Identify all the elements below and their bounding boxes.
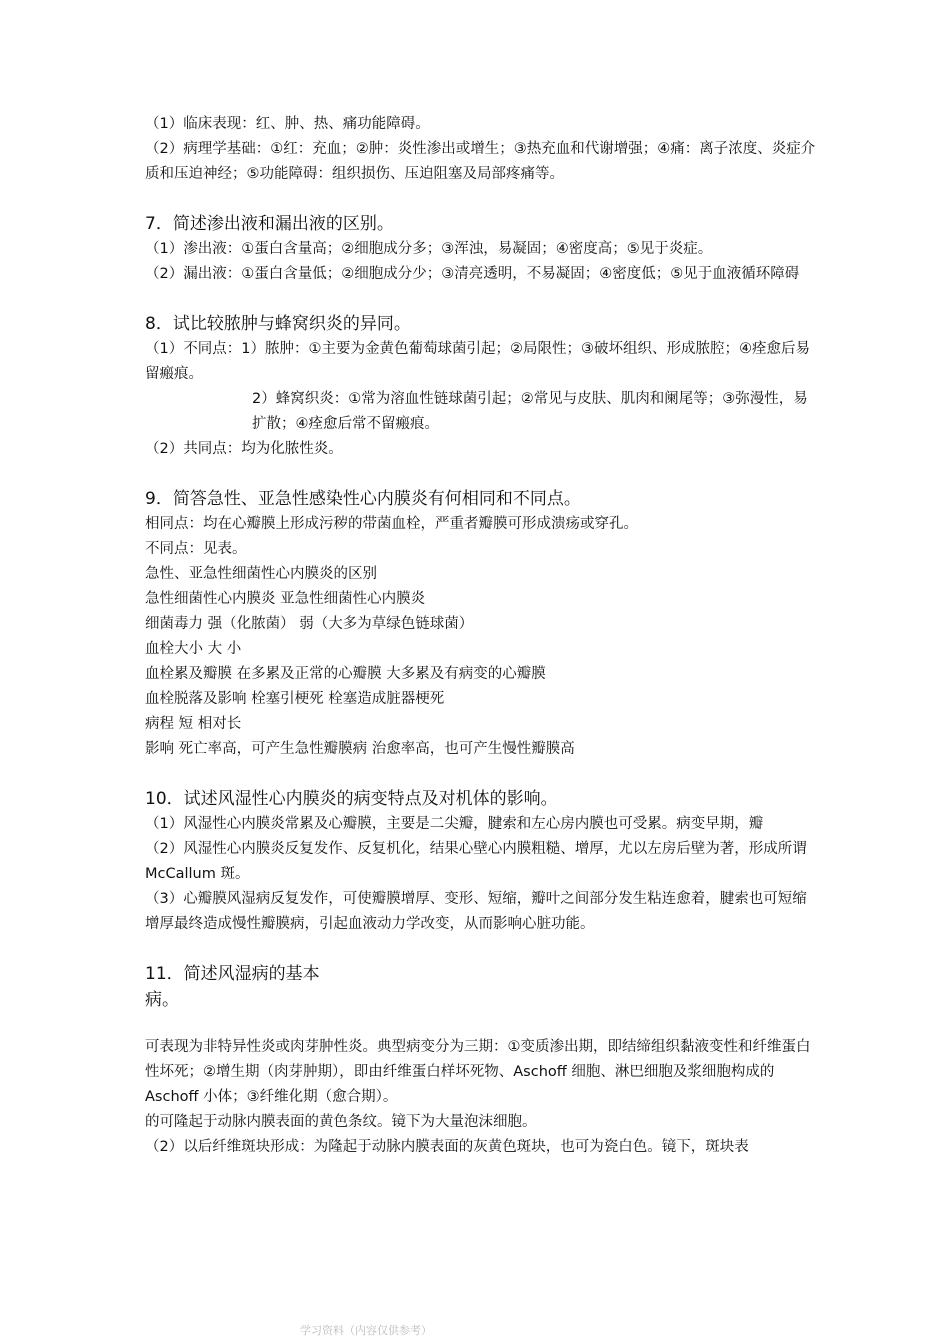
question-heading: 9．简答急性、亚急性感染性心内膜炎有何相同和不同点。	[145, 489, 581, 509]
question-heading: 7．简述渗出液和漏出液的区别。	[145, 214, 394, 234]
text-line: 血栓大小 大 小	[145, 641, 242, 657]
document-page	[145, 112, 817, 1160]
text-line: 不同点：见表。	[145, 541, 247, 557]
page-footer: 学习资料（内容仅供参考）	[300, 1324, 432, 1337]
text-line: 相同点：均在心瓣膜上形成污秽的带菌血栓，严重者瓣膜可形成溃疡或穿孔。	[145, 516, 638, 532]
text-line: （1）风湿性心内膜炎常累及心瓣膜，主要是二尖瓣，腱索和左心房内膜也可受累。病变早期，瓣	[145, 816, 764, 832]
text-line: （2）共同点：均为化脓性炎。	[145, 441, 343, 457]
text-line: 急性细菌性心内膜炎 亚急性细菌性心内膜炎	[145, 591, 426, 607]
text-line: 病程 短 相对长	[145, 716, 242, 732]
text-line: （3）心瓣膜风湿病反复发作，可使瓣膜增厚、变形、短缩，瓣叶之间部分发生粘连愈着，腱索也可短缩增厚最终造成慢性瓣膜病，引起血液动力学改变，从而影响心脏功能。	[145, 891, 807, 932]
text-line: 的可隆起于动脉内膜表面的黄色条纹。镜下为大量泡沫细胞。	[145, 1114, 537, 1130]
question-heading: 11．简述风湿病的基本	[145, 964, 320, 984]
text-line: 急性、亚急性细菌性心内膜炎的区别	[145, 566, 377, 582]
text-line: 血栓脱落及影响 栓塞引梗死 栓塞造成脏器梗死	[145, 691, 445, 707]
text-line: 影响 死亡率高，可产生急性瓣膜病 治愈率高，也可产生慢性瓣膜高	[145, 741, 575, 757]
text-line: （1）渗出液：①蛋白含量高；②细胞成分多；③浑浊，易凝固；④密度高；⑤见于炎症。	[145, 241, 713, 257]
text-line: 细菌毒力 强（化脓菌） 弱（大多为草绿色链球菌）	[145, 616, 474, 632]
text-line: （2）以后纤维斑块形成：为隆起于动脉内膜表面的灰黄色斑块，也可为瓷白色。镜下，斑块表	[145, 1139, 749, 1155]
text-line: （1）不同点：1）脓肿：①主要为金黄色葡萄球菌引起；②局限性；③破坏组织、形成脓腔；④痊愈后易留瘢痕。	[145, 341, 810, 382]
question-heading: 病。	[145, 990, 179, 1010]
text-line: （2）风湿性心内膜炎反复发作、反复机化，结果心壁心内膜粗糙、增厚，尤以左房后壁为著，形成所谓 McCallum 斑。	[145, 841, 807, 882]
text-line: （2）病理学基础：①红：充血；②肿：炎性渗出或增生；③热充血和代谢增强；④痛：离子浓度、炎症介质和压迫神经；⑤功能障碍：组织损伤、压迫阻塞及局部疼痛等。	[145, 141, 816, 182]
question-heading: 10．试述风湿性心内膜炎的病变特点及对机体的影响。	[145, 789, 558, 809]
spacer	[145, 1013, 817, 1035]
text-line: 血栓累及瓣膜 在多累及正常的心瓣膜 大多累及有病变的心瓣膜	[145, 666, 546, 682]
text-line: （1）临床表现：红、肿、热、痛功能障碍。	[145, 116, 430, 132]
text-line: 2）蜂窝织炎：①常为溶血性链球菌引起；②常见与皮肤、肌肉和阑尾等；③弥漫性，易扩散；④痊愈后常不留瘢痕。	[252, 391, 808, 432]
question-heading: 8．试比较脓肿与蜂窝织炎的异同。	[145, 314, 411, 334]
text-line: 可表现为非特异性炎或肉芽肿性炎。典型病变分为三期：①变质渗出期，即结缔组织黏液变性和纤维蛋白性坏死；②增生期（肉芽肿期），即由纤维蛋白样坏死物、Aschoff 细胞、淋巴细胞及浆细胞构成的 Aschoff 小体；③纤维化期（愈合期）。	[145, 1039, 811, 1105]
text-line: （2）漏出液：①蛋白含量低；②细胞成分少；③清亮透明，不易凝固；④密度低；⑤见于血液循环障碍	[145, 266, 800, 282]
